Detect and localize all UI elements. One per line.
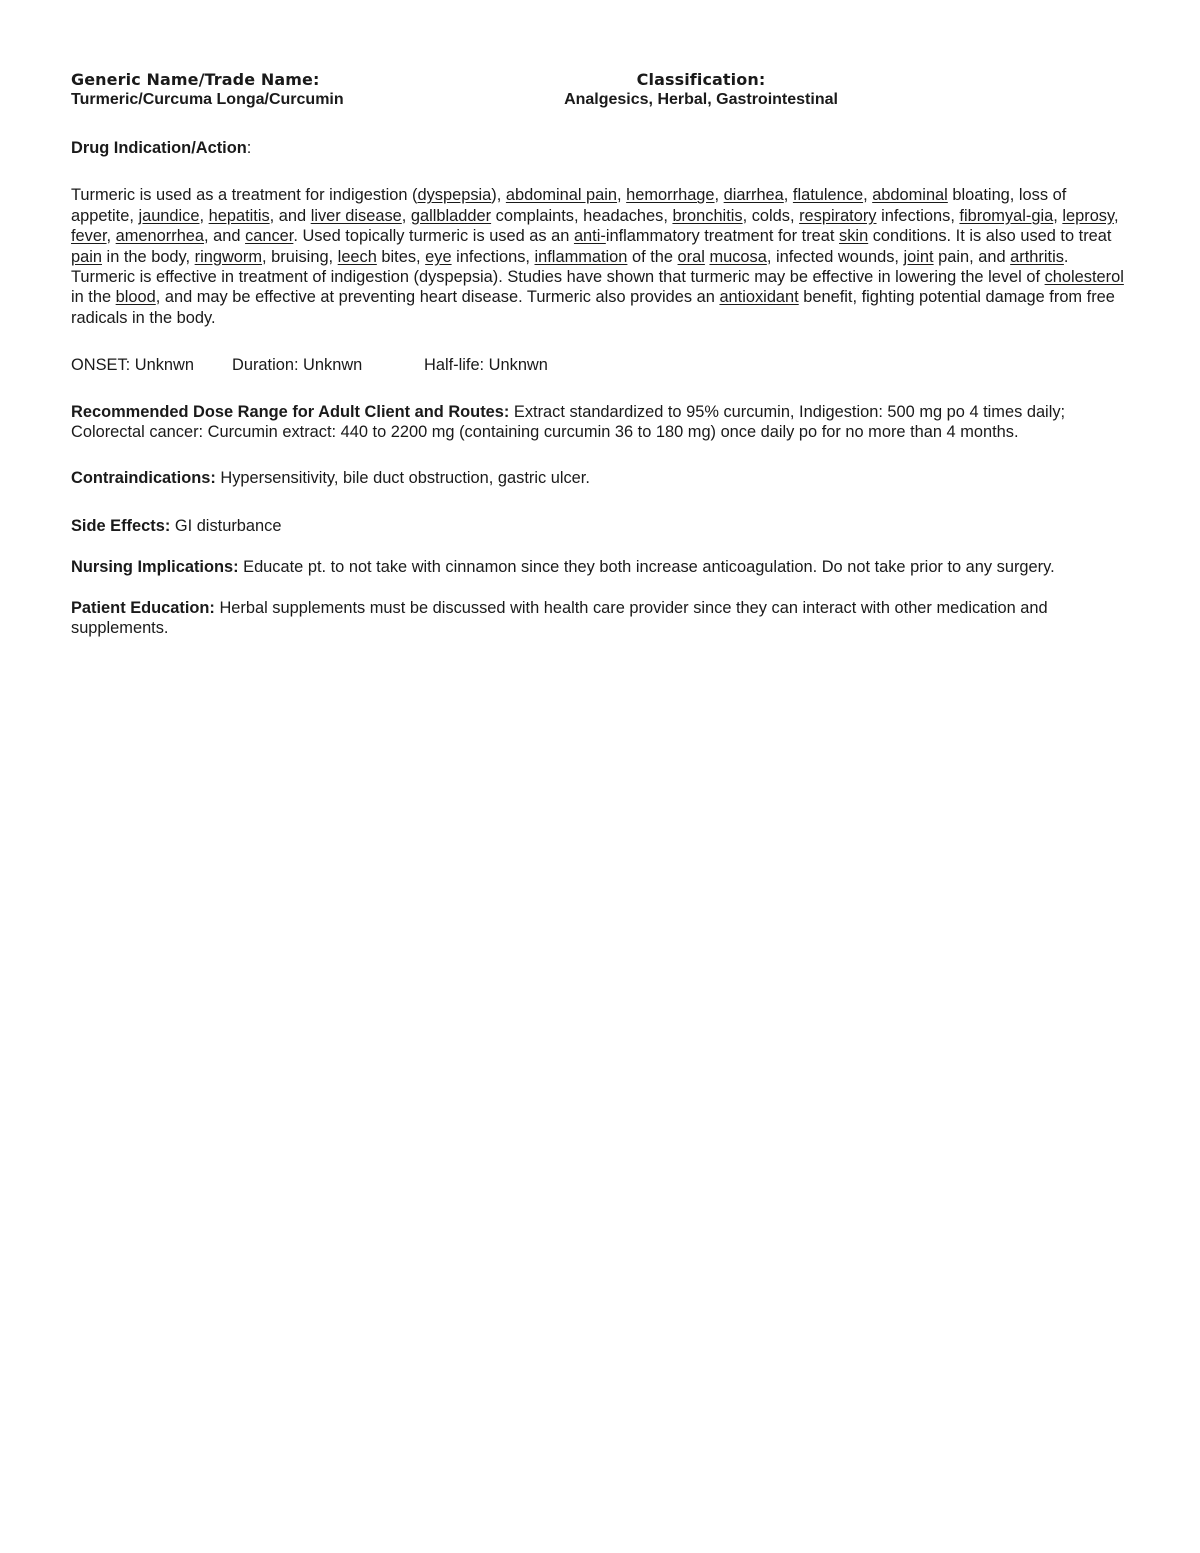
indication-term: cancer (245, 227, 294, 246)
nursing-text: Educate pt. to not take with cinnamon since they both increase anticoagulation. Do not take prior to any surgery. (238, 558, 1055, 577)
indication-term: leprosy (1062, 206, 1114, 225)
indication-text: , and (269, 206, 311, 225)
contraindications-paragraph (71, 468, 1131, 488)
indication-term: blood (115, 288, 156, 307)
indication-text: ), (491, 186, 506, 205)
indication-term: joint (903, 247, 934, 266)
indication-text: , and (204, 227, 246, 246)
half-life-value: Half-life: Unknwn (424, 356, 548, 375)
duration-value: Duration: Unknwn (232, 356, 363, 375)
indication-text: , infected wounds, (766, 247, 904, 266)
indication-text: bites, (376, 247, 426, 266)
classification-label: Classification: (636, 70, 766, 89)
indication-text: bloating, loss of appetite, (71, 186, 1067, 225)
side-effects-heading: Side Effects: (71, 516, 171, 535)
classification-value: Analgesics, Herbal, Gastrointestinal (564, 91, 838, 108)
onset-value: ONSET: Unknwn (71, 356, 194, 375)
indication-text: , (1053, 206, 1063, 225)
indication-term: fibromyal-gia (959, 206, 1054, 225)
classification-block (551, 70, 851, 110)
indication-text: in the (71, 288, 116, 307)
indication-term: arthritis (1010, 247, 1064, 266)
indication-heading-line (71, 138, 1131, 158)
indication-text: . Turmeric is effective in treatment of indigestion (dyspepsia). Studies have shown that turmeric may be effective in lowering the level of (71, 247, 1069, 287)
indication-text: , (617, 186, 627, 205)
nursing-paragraph (71, 557, 1131, 577)
indication-text: , (1113, 206, 1119, 225)
indication-text: of the (627, 247, 678, 266)
indication-text: , (783, 186, 793, 205)
indication-paragraph (71, 185, 1131, 328)
drug-card-page (71, 70, 1131, 639)
indication-text: complaints, headaches, (491, 206, 673, 225)
pharmacokinetics-row (71, 355, 1131, 375)
indication-text: infections, (451, 247, 535, 266)
indication-text: , (199, 206, 209, 225)
indication-term: pain (71, 247, 102, 266)
contraindications-heading: Contraindications: (71, 469, 216, 488)
indication-term: liver disease (310, 206, 402, 225)
indication-text: Turmeric is used as a treatment for indigestion ( (71, 186, 418, 205)
indication-term: anti- (573, 227, 606, 246)
indication-term: fever (71, 227, 107, 246)
indication-term: eye (425, 247, 452, 266)
indication-term: amenorrhea (115, 227, 205, 246)
indication-term: inflammation (534, 247, 628, 266)
indication-term: leech (337, 247, 377, 266)
side-effects-paragraph (71, 516, 1131, 536)
education-heading: Patient Education: (71, 598, 215, 617)
indication-heading: Drug Indication/Action (71, 139, 247, 157)
indication-text: , and may be effective at preventing heart disease. Turmeric also provides an (155, 288, 720, 307)
indication-text: conditions. It is also used to treat (868, 227, 1112, 246)
indication-term: mucosa (709, 247, 767, 266)
indication-term: antioxidant (719, 288, 799, 307)
indication-text: , bruising, (262, 247, 338, 266)
indication-heading-colon: : (246, 139, 252, 157)
indication-term: diarrhea (723, 186, 784, 205)
generic-name-label: Generic Name/Trade Name: (71, 70, 320, 89)
generic-name-value: Turmeric/Curcuma Longa/Curcumin (71, 91, 344, 108)
indication-term: dyspepsia (417, 186, 492, 205)
header (71, 70, 1131, 112)
indication-text: benefit, fighting potential damage from free radicals in the body. (71, 288, 1115, 327)
indication-text: pain, and (933, 247, 1011, 266)
indication-term: ringworm (194, 247, 263, 266)
indication-term: abdominal pain (505, 186, 618, 205)
dose-heading: Recommended Dose Range for Adult Client and Routes: (71, 402, 510, 421)
side-effects-text: GI disturbance (170, 516, 282, 535)
indication-term: abdominal (872, 186, 948, 205)
indication-text: . Used topically turmeric is used as an (293, 227, 574, 246)
dose-paragraph (71, 402, 1131, 443)
indication-term: gallbladder (410, 206, 492, 225)
indication-text: inflammatory treatment for treat (605, 227, 840, 246)
indication-text: , (863, 186, 873, 205)
education-paragraph (71, 598, 1131, 639)
nursing-heading: Nursing Implications: (71, 558, 239, 577)
indication-text: in the body, (102, 247, 195, 266)
indication-text: , (106, 227, 116, 246)
indication-text: infections, (876, 206, 960, 225)
generic-name-block (71, 70, 551, 112)
indication-text: , colds, (742, 206, 800, 225)
education-text: Herbal supplements must be discussed with health care provider since they can interact with other medication and supplements. (71, 598, 1048, 638)
indication-text: , (714, 186, 724, 205)
indication-term: cholesterol (1044, 268, 1124, 287)
dose-text: Extract standardized to 95% curcumin, Indigestion: 500 mg po 4 times daily; Colorectal cancer: Curcumin extract: 440 to 2200 mg (containing curcumin 36 to 180 mg) once daily po for no more than 4 months. (71, 402, 1066, 442)
indication-text: , (401, 206, 411, 225)
indication-term: jaundice (138, 206, 200, 225)
indication-term: skin (839, 227, 869, 246)
contraindications-text: Hypersensitivity, bile duct obstruction, gastric ulcer. (215, 469, 590, 488)
indication-term: hemorrhage (626, 186, 715, 205)
indication-term: flatulence (792, 186, 864, 205)
indication-term: respiratory (799, 206, 877, 225)
indication-term: bronchitis (672, 206, 743, 225)
indication-term: hepatitis (208, 206, 270, 225)
indication-term: oral (677, 247, 705, 266)
